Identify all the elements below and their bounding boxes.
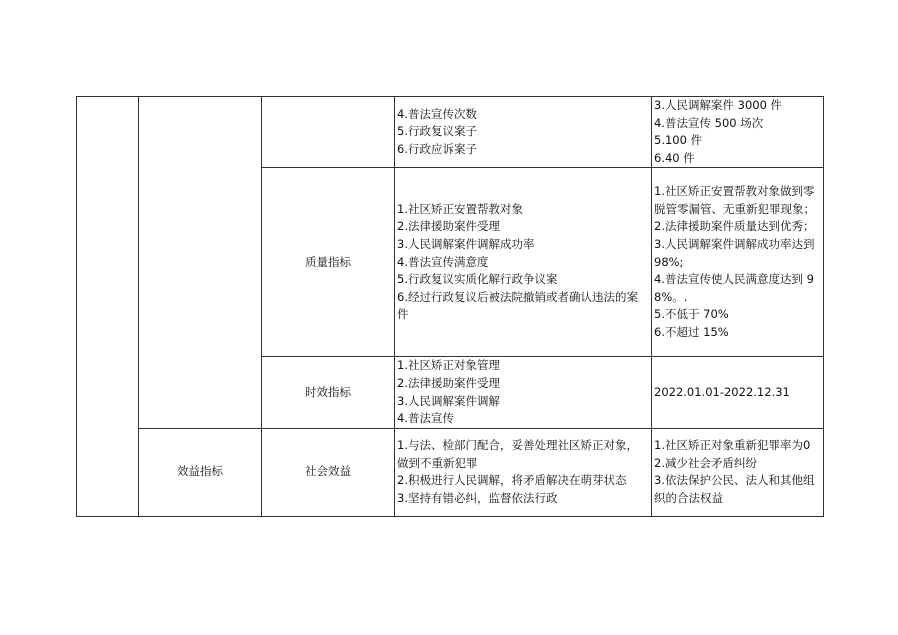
target-line: 6.40 件: [654, 150, 695, 165]
target-line: 6.不超过 15%: [654, 324, 729, 339]
target-line: 4.普法宣传 500 场次: [654, 115, 764, 130]
content-line: 3.坚持有错必纠，监督依法行政: [397, 490, 558, 505]
first-column-cell: [77, 97, 139, 517]
target-line: 1.社区矫正安置帮教对象做到零脱管零漏管、无重新犯罪现象；: [654, 184, 815, 216]
indicator-target-cell: [652, 428, 824, 516]
content-line: 1.社区矫正对象管理: [397, 358, 500, 373]
target-line: 5.100 件: [654, 133, 703, 148]
content-line: 1.与法、检部门配合，妥善处理社区矫正对象，做到不重新犯罪: [397, 438, 638, 470]
content-line: 3.人民调解案件调解: [397, 393, 500, 408]
content-line: 6.行政应诉案子: [397, 141, 477, 156]
target-line: 3.人民调解案件 3000 件: [654, 98, 783, 112]
content-line: 4.普法宣传次数: [397, 106, 477, 121]
indicator-content-cell: [395, 357, 652, 428]
performance-indicator-table: [76, 96, 824, 517]
first-level-indicator-cell: [139, 97, 262, 429]
content-line: 3.人民调解案件调解成功率: [397, 236, 535, 251]
table-row: [77, 97, 824, 168]
second-level-indicator-cell: 质量指标: [262, 168, 395, 357]
table-row: [77, 428, 824, 516]
second-level-indicator-cell: 时效指标: [262, 357, 395, 428]
indicator-content-cell: [395, 97, 652, 168]
content-line: 1.社区矫正安置帮教对象: [397, 201, 523, 216]
content-line: 2.积极进行人民调解，将矛盾解决在萌芽状态: [397, 473, 627, 488]
content-line: 2.法律援助案件受理: [397, 375, 500, 390]
second-level-indicator-cell: 社会效益: [262, 428, 395, 516]
target-line: 3.依法保护公民、法人和其他组织的合法权益: [654, 473, 815, 505]
second-level-indicator-cell: [262, 97, 395, 168]
indicator-target-cell: [652, 357, 824, 428]
content-line: 5.行政复议实质化解行政争议案: [397, 272, 558, 287]
content-line: 2.法律援助案件受理: [397, 219, 500, 234]
indicator-target-cell: [652, 168, 824, 357]
target-line: 1.社区矫正对象重新犯罪率为0: [654, 438, 811, 453]
indicator-content-cell: [395, 168, 652, 357]
content-line: 4.普法宣传: [397, 411, 454, 426]
target-line: 5.不低于 70%: [654, 307, 729, 322]
indicator-content-cell: [395, 428, 652, 516]
target-line: 2.法律援助案件质量达到优秀；: [654, 219, 815, 234]
content-line: 6.经过行政复议后被法院撤销或者确认违法的案件: [397, 289, 638, 322]
first-level-indicator-cell: 效益指标: [139, 428, 262, 516]
target-line: 2022.01.01-2022.12.31: [654, 384, 790, 399]
content-line: 5.行政复议案子: [397, 124, 477, 139]
content-line: 4.普法宣传满意度: [397, 254, 489, 269]
target-line: 4.普法宣传使人民满意度达到 98%。.: [654, 272, 814, 304]
indicator-target-cell: [652, 97, 824, 168]
target-line: 3.人民调解案件调解成功率达到 98%;: [654, 236, 815, 269]
target-line: 2.减少社会矛盾纠纷: [654, 455, 757, 470]
